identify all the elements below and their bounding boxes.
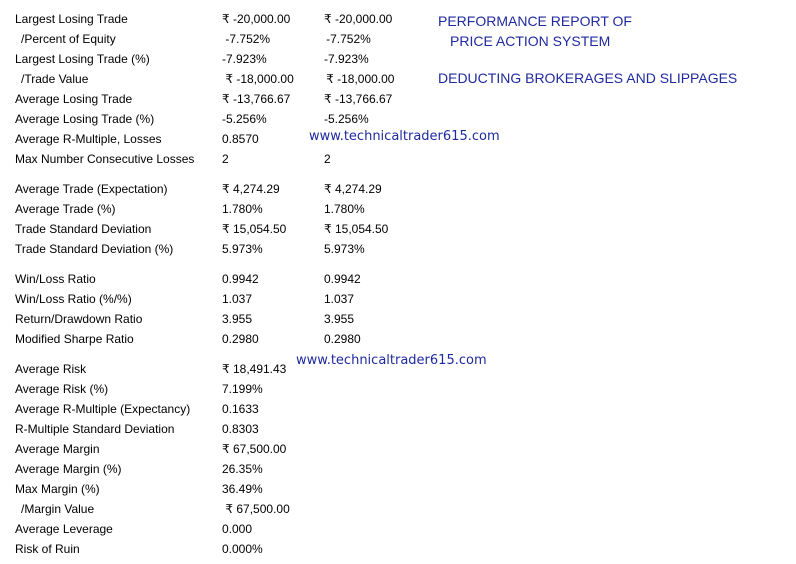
- metric-label: /Percent of Equity: [21, 32, 116, 46]
- watermark-url: www.technicaltrader615.com: [296, 353, 487, 368]
- metric-value-long-trades: [324, 360, 414, 380]
- metric-value-long-trades: [324, 540, 414, 560]
- metric-value-long-trades: 3.955: [324, 312, 355, 326]
- metric-value-long-trades: ₹ -18,000.00: [326, 72, 395, 86]
- metric-label: Risk of Ruin: [15, 542, 80, 556]
- metric-label: Trade Standard Deviation (%): [15, 242, 174, 256]
- metric-row: [15, 520, 415, 540]
- metric-value-long-trades: [324, 130, 414, 150]
- metric-row: [15, 310, 415, 330]
- metric-value-all-trades: 0.9942: [222, 272, 259, 286]
- metric-row: [15, 380, 415, 400]
- metric-row: [15, 500, 415, 520]
- metric-value-long-trades: ₹ 15,054.50: [324, 222, 389, 236]
- metric-label: Average Risk (%): [15, 382, 109, 396]
- metric-label: Average Leverage: [15, 522, 113, 536]
- metric-value-all-trades: -5.256%: [222, 112, 267, 126]
- metric-row: [15, 420, 415, 440]
- metric-label: Average Trade (%): [15, 202, 116, 216]
- metric-value-long-trades: -7.752%: [326, 32, 371, 46]
- metric-value-long-trades: 2: [324, 152, 331, 166]
- metric-value-all-trades: 0.000: [222, 522, 253, 536]
- metric-label: Average Margin: [15, 442, 100, 456]
- metric-row: [15, 290, 415, 310]
- metric-label: Win/Loss Ratio (%/%): [15, 292, 132, 306]
- metric-label: Average Losing Trade: [15, 92, 133, 106]
- metric-value-long-trades: 1.037: [324, 292, 355, 306]
- metric-value-long-trades: [326, 500, 415, 520]
- metric-value-all-trades: 5.973%: [222, 242, 263, 256]
- metric-value-all-trades: ₹ -20,000.00: [222, 12, 291, 26]
- metric-label: Largest Losing Trade (%): [15, 52, 150, 66]
- metric-value-all-trades: ₹ 67,500.00: [225, 502, 290, 516]
- metric-value-long-trades: 0.9942: [324, 272, 361, 286]
- metric-value-long-trades: [324, 380, 414, 400]
- group-spacer: [15, 260, 415, 270]
- metric-row: [15, 70, 415, 90]
- metric-value-all-trades: ₹ 15,054.50: [222, 222, 287, 236]
- metric-value-all-trades: 0.8570: [222, 132, 259, 146]
- metric-row: [15, 10, 415, 30]
- report-title-line2: PRICE ACTION SYSTEM: [450, 33, 611, 49]
- metric-label: Return/Drawdown Ratio: [15, 312, 143, 326]
- metric-value-all-trades: 0.2980: [222, 332, 259, 346]
- metric-row: [15, 270, 415, 290]
- metric-label: Win/Loss Ratio: [15, 272, 96, 286]
- metric-value-long-trades: ₹ -13,766.67: [324, 92, 393, 106]
- metric-row: [15, 460, 415, 480]
- watermark-url: www.technicaltrader615.com: [309, 129, 500, 144]
- metric-value-long-trades: [324, 420, 414, 440]
- metric-value-all-trades: 0.8303: [222, 422, 259, 436]
- metric-label: Average R-Multiple, Losses: [15, 132, 162, 146]
- metric-value-long-trades: [324, 440, 414, 460]
- metric-value-long-trades: 1.780%: [324, 202, 365, 216]
- metric-label: Modified Sharpe Ratio: [15, 332, 134, 346]
- metric-value-all-trades: 2: [222, 152, 229, 166]
- metric-label: Average Margin (%): [15, 462, 122, 476]
- metric-label: Average Trade (Expectation): [15, 182, 168, 196]
- metric-row: [15, 220, 415, 240]
- metric-value-all-trades: ₹ -18,000.00: [225, 72, 294, 86]
- metric-value-long-trades: ₹ 4,274.29: [324, 182, 382, 196]
- metric-label: Max Number Consecutive Losses: [15, 152, 195, 166]
- metric-value-all-trades: 36.49%: [222, 482, 263, 496]
- metric-label: Average R-Multiple (Expectancy): [15, 402, 191, 416]
- metric-row: [15, 240, 415, 260]
- metric-row: [15, 180, 415, 200]
- metric-label: Trade Standard Deviation: [15, 222, 152, 236]
- metric-label: Average Risk: [15, 362, 87, 376]
- metric-label: Largest Losing Trade: [15, 12, 128, 26]
- metric-label: /Trade Value: [21, 72, 89, 86]
- metric-row: [15, 440, 415, 460]
- metric-label: /Margin Value: [21, 502, 95, 516]
- metric-row: [15, 480, 415, 500]
- metric-value-all-trades: 0.1633: [222, 402, 259, 416]
- metric-value-long-trades: 5.973%: [324, 242, 365, 256]
- metric-row: [15, 330, 415, 350]
- metric-row: [15, 50, 415, 70]
- metric-value-long-trades: [324, 400, 414, 420]
- metric-value-long-trades: [324, 520, 414, 540]
- metric-value-all-trades: ₹ 18,491.43: [222, 362, 287, 376]
- metric-value-all-trades: -7.752%: [225, 32, 271, 46]
- metric-value-all-trades: ₹ 67,500.00: [222, 442, 287, 456]
- metric-value-all-trades: ₹ 4,274.29: [222, 182, 280, 196]
- metric-value-all-trades: 0.000%: [222, 542, 263, 556]
- metric-label: Max Margin (%): [15, 482, 100, 496]
- metric-row: [15, 130, 415, 150]
- metric-row: [15, 540, 415, 560]
- metric-label: R-Multiple Standard Deviation: [15, 422, 175, 436]
- metric-row: [15, 360, 415, 380]
- metric-value-long-trades: -5.256%: [324, 112, 369, 126]
- metric-value-all-trades: 3.955: [222, 312, 253, 326]
- metric-row: [15, 400, 415, 420]
- metric-value-all-trades: 7.199%: [222, 382, 263, 396]
- metric-value-long-trades: ₹ -20,000.00: [324, 12, 393, 26]
- metric-value-all-trades: 26.35%: [222, 462, 263, 476]
- metric-value-long-trades: -7.923%: [324, 52, 369, 66]
- metric-value-long-trades: 0.2980: [324, 332, 361, 346]
- metric-row: [15, 110, 415, 130]
- group-spacer: [15, 350, 415, 360]
- metric-value-long-trades: [324, 460, 414, 480]
- report-subtitle: DEDUCTING BROKERAGES AND SLIPPAGES: [438, 70, 738, 86]
- metric-value-all-trades: 1.780%: [222, 202, 263, 216]
- metric-value-all-trades: 1.037: [222, 292, 253, 306]
- metric-value-long-trades: [324, 480, 414, 500]
- metric-value-all-trades: -7.923%: [222, 52, 267, 66]
- metric-row: [15, 30, 415, 50]
- group-spacer: [15, 170, 415, 180]
- metrics-table: [15, 10, 415, 560]
- metric-row: [15, 150, 415, 170]
- metric-label: Average Losing Trade (%): [15, 112, 155, 126]
- metric-row: [15, 90, 415, 110]
- metric-value-all-trades: ₹ -13,766.67: [222, 92, 291, 106]
- report-title-line1: PERFORMANCE REPORT OF: [438, 13, 632, 29]
- metric-row: [15, 200, 415, 220]
